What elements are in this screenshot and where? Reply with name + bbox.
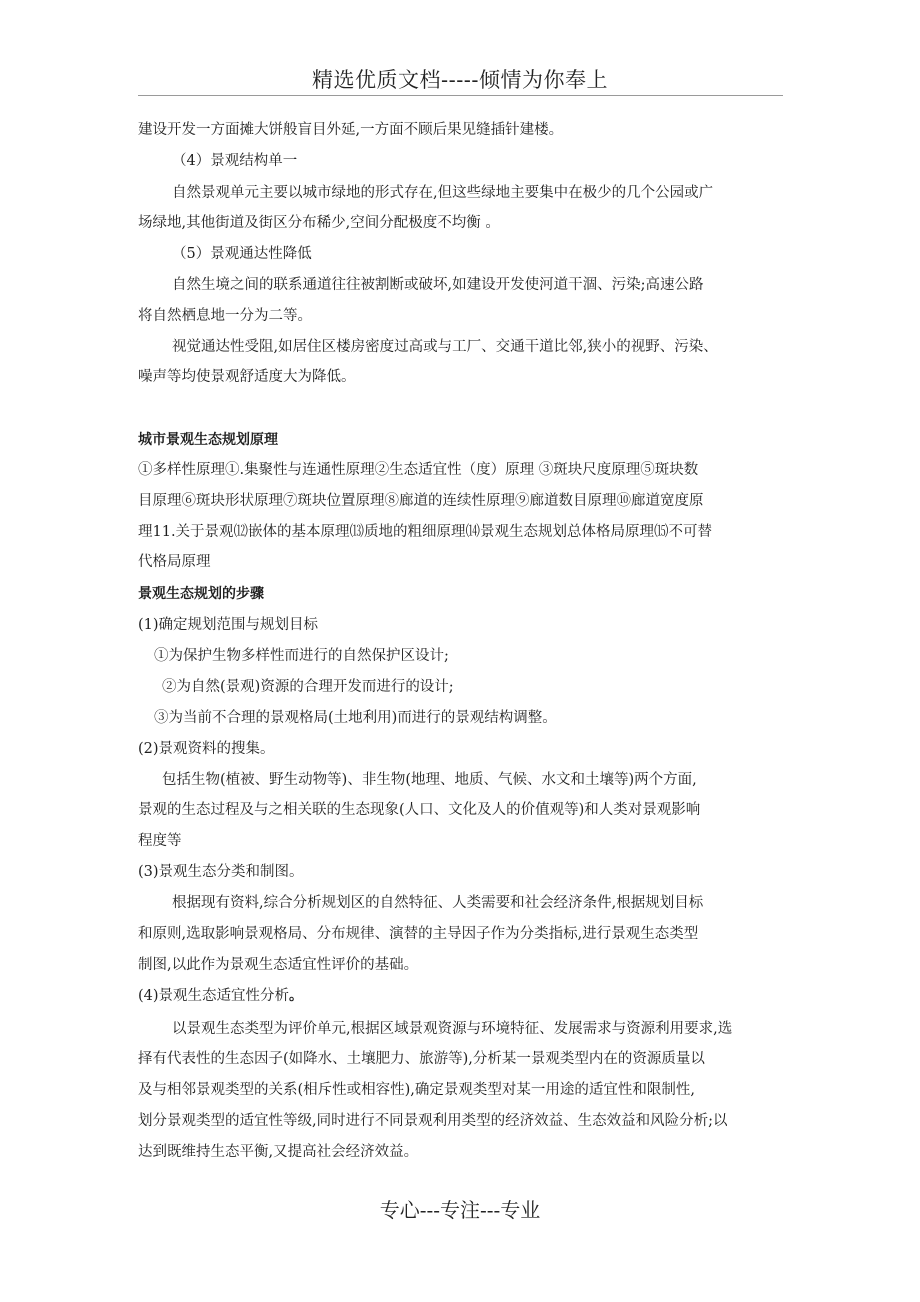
text-line: ③为当前不合理的景观格局(土地利用)而进行的景观结构调整。 <box>154 710 557 726</box>
text-line: 制图,以此作为景观生态适宜性评价的基础。 <box>138 957 419 973</box>
text-line: 代格局原理 <box>138 554 211 570</box>
text-line: 理11.关于景观⑿嵌体的基本原理⒀质地的粗细原理⒁景观生态规划总体格局原理⒂不可替 <box>138 524 713 540</box>
text-line: 包括生物(植被、野生动物等)、非生物(地理、地质、气候、水文和土壤等)两个方面, <box>162 772 697 788</box>
text-line: 根据现有资料,综合分析规划区的自然特征、人类需要和社会经济条件,根据规划目标 <box>172 895 704 911</box>
text-line: 目原理⑥斑块形状原理⑦斑块位置原理⑧廊道的连续性原理⑨廊道数目原理⑩廊道宽度原 <box>138 493 704 509</box>
section-heading: 城市景观生态规划原理 <box>138 432 278 448</box>
page-header: 精选优质文档-----倾情为你奉上 <box>312 68 608 92</box>
text-line: 场绿地,其他街道及街区分布稀少,空间分配极度不均衡 。 <box>138 215 500 231</box>
text-line: 划分景观类型的适宜性等级,同时进行不同景观利用类型的经济效益、生态效益和风险分析;以 <box>138 1113 728 1129</box>
text-line: ②为自然(景观)资源的合理开发而进行的设计; <box>162 679 454 695</box>
text-segment: (4)景观生态适宜性分析 <box>138 988 290 1004</box>
text-line: 和原则,选取影响景观格局、分布规律、演替的主导因子作为分类指标,进行景观生态类型 <box>138 926 699 942</box>
text-line: （4）景观结构单一 <box>172 153 298 169</box>
text-line: 视觉通达性受阻,如居住区楼房密度过高或与工厂、交通干道比邻,狭小的视野、污染、 <box>172 339 718 355</box>
text-line: 噪声等均使景观舒适度大为降低。 <box>138 369 356 385</box>
text-line: 建设开发一方面摊大饼般盲目外延,一方面不顾后果见缝插针建楼。 <box>138 122 564 138</box>
text-line: ①为保护生物多样性而进行的自然保护区设计; <box>154 648 449 664</box>
text-line: (2)景观资料的搜集。 <box>138 741 275 757</box>
text-line: 及与相邻景观类型的关系(相斥性或相容性),确定景观类型对某一用途的适宜性和限制性, <box>138 1082 696 1098</box>
page-footer: 专心---专注---专业 <box>379 1198 541 1222</box>
text-line: 自然景观单元主要以城市绿地的形式存在,但这些绿地主要集中在极少的几个公园或广 <box>172 185 714 201</box>
text-line: 以景观生态类型为评价单元,根据区域景观资源与环境特征、发展需求与资源利用要求,选 <box>172 1021 733 1037</box>
text-line: 择有代表性的生态因子(如降水、土壤肥力、旅游等),分析某一景观类型内在的资源质量以 <box>138 1051 705 1067</box>
text-line: (3)景观生态分类和制图。 <box>138 864 304 880</box>
text-line: （5）景观通达性降低 <box>172 246 312 262</box>
text-line: 景观的生态过程及与之相关联的生态现象(人口、文化及人的价值观等)和人类对景观影响 <box>138 802 701 818</box>
section-heading: 景观生态规划的步骤 <box>138 586 264 602</box>
text-segment: 。 <box>289 988 304 1004</box>
text-line: 自然生境之间的联系通道往往被割断或破坏,如建设开发使河道干涸、污染;高速公路 <box>172 277 704 293</box>
text-line: 达到既维持生态平衡,又提高社会经济效益。 <box>138 1144 419 1160</box>
text-line: 将自然栖息地一分为二等。 <box>138 308 312 324</box>
text-line: ①多样性原理①.集聚性与连通性原理②生态适宜性（度）原理 ③斑块尺度原理⑤斑块数 <box>138 462 699 478</box>
text-line: 程度等 <box>138 833 182 849</box>
text-line <box>138 986 303 1006</box>
text-line: (1)确定规划范围与规划目标 <box>138 617 319 633</box>
header-divider <box>138 95 783 96</box>
